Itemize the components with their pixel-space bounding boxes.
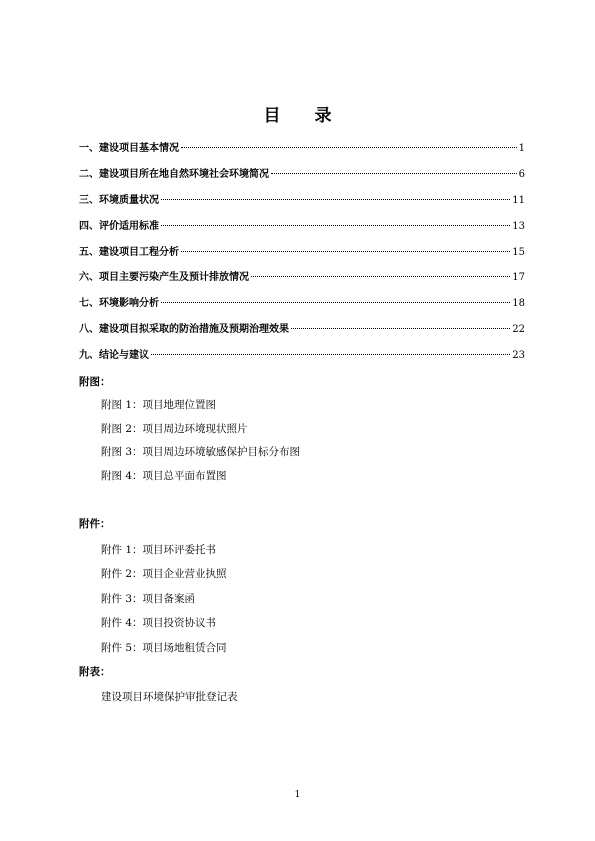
attachments-heading: 附件： [79, 518, 111, 530]
toc-entry-page: 13 [512, 220, 525, 232]
page-number: 1 [294, 790, 301, 800]
toc-entry-page: 22 [512, 324, 525, 336]
toc-leader-dots [161, 225, 510, 226]
toc-entry-page: 17 [512, 272, 525, 284]
toc-entry-label: 四、评价适用标准 [79, 220, 159, 232]
table-of-contents [79, 139, 525, 372]
toc-entry-label: 六、项目主要污染产生及预计排放情况 [79, 272, 249, 284]
toc-leader-dots [161, 199, 510, 200]
toc-entry-page: 1 [518, 143, 525, 154]
toc-leader-dots [181, 251, 510, 252]
toc-entry[interactable] [79, 294, 525, 320]
toc-entry[interactable] [79, 268, 525, 294]
toc-entry-label: 九、结论与建议 [79, 350, 149, 362]
toc-entry[interactable] [79, 191, 525, 217]
attachment-item: 附件 5：项目场地租赁合同 [101, 642, 227, 654]
toc-entry-label: 八、建设项目拟采取的防治措施及预期治理效果 [79, 324, 289, 336]
toc-entry-label: 三、环境质量状况 [79, 194, 159, 206]
toc-entry[interactable] [79, 139, 525, 165]
table-item: 建设项目环境保护审批登记表 [101, 691, 238, 703]
toc-entry-label: 二、建设项目所在地自然环境社会环境简况 [79, 168, 269, 180]
toc-entry-page: 15 [512, 246, 525, 258]
toc-entry-label: 五、建设项目工程分析 [79, 246, 179, 258]
toc-leader-dots [181, 147, 517, 148]
toc-entry-page: 23 [512, 350, 525, 362]
toc-entry-label: 七、环境影响分析 [79, 298, 159, 310]
attachment-item: 附件 2：项目企业营业执照 [101, 568, 227, 580]
toc-entry-page: 6 [518, 168, 525, 180]
tables-heading: 附表： [79, 666, 111, 678]
toc-entry[interactable] [79, 346, 525, 372]
toc-entry[interactable] [79, 320, 525, 346]
attachment-item: 附件 4：项目投资协议书 [101, 617, 217, 629]
attachment-item: 附件 3：项目备案函 [101, 593, 196, 605]
figure-item: 附图 4：项目总平面布置图 [101, 470, 227, 482]
toc-entry[interactable] [79, 217, 525, 243]
toc-entry-page: 11 [512, 194, 525, 206]
toc-entry-page: 18 [512, 298, 525, 310]
figures-heading: 附图： [79, 376, 111, 388]
toc-entry[interactable] [79, 243, 525, 269]
toc-leader-dots [161, 302, 510, 303]
toc-leader-dots [151, 354, 510, 355]
toc-leader-dots [291, 328, 510, 329]
attachment-item: 附件 1：项目环评委托书 [101, 544, 217, 556]
figure-item: 附图 2：项目周边环境现状照片 [101, 423, 248, 435]
toc-entry-label: 一、建设项目基本情况 [79, 143, 179, 154]
figure-item: 附图 3：项目周边环境敏感保护目标分布图 [101, 446, 301, 458]
toc-leader-dots [251, 276, 510, 277]
toc-entry[interactable] [79, 165, 525, 191]
page-title: 目 录 [263, 106, 346, 126]
figure-item: 附图 1：项目地理位置图 [101, 399, 217, 411]
toc-leader-dots [271, 173, 517, 174]
